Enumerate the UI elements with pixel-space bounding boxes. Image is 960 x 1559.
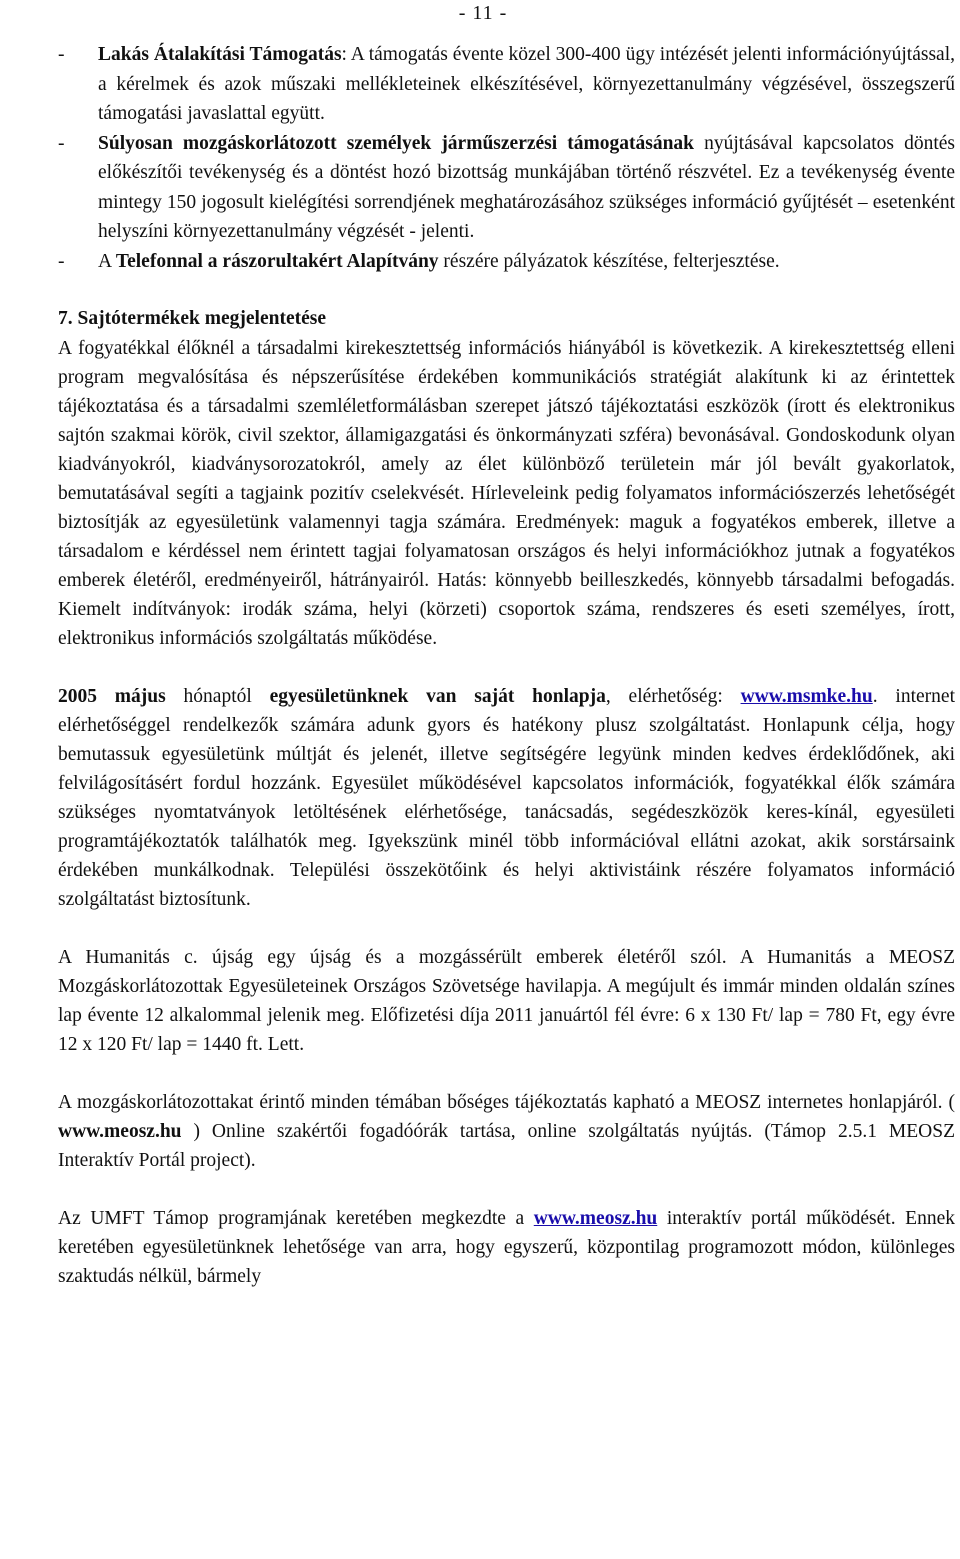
msmke-link[interactable]: www.msmke.hu [740, 685, 873, 707]
bullet-bold-title: Lakás Átalakítási Támogatás [98, 44, 342, 65]
bold-date: 2005 május [58, 685, 166, 707]
bullet-dash: - [58, 132, 65, 154]
bullet-text: részére pályázatok készítése, felterjesztése. [438, 250, 780, 272]
meosz-link[interactable]: www.meosz.hu [533, 1207, 658, 1229]
section-heading [58, 304, 955, 334]
paragraph-meosz: A mozgáskorlátozottakat érintő minden témában bőséges tájékoztatás kapható a MEOSZ internetes honlapjáról. ( www.meosz.hu ) Online szakértői fogadóórák tartása, online szolgáltatás nyújtás. (Támop 2.5.1 MEOSZ Interaktív Portál project). [58, 1091, 955, 1171]
paragraph-website: 2005 május hónaptól egyesületünknek van saját honlapja, elérhetőség: www.msmke.hu. internet elérhetőséggel rendelkezők számára adunk gyors és hatékony plusz szolgáltatást. Honlapunk célja, hogy bemutassuk egyesületünk múltját és jelenét, illetve segítségére legyünk minden kedves érdeklődőnek, aki felvilágosításért fordul hozzánk. Egyesület működésével kapcsolatos információk, fogyatékkal élők számára szükséges nyomtatványok letöltésének elérhetősége, tanácsadás, segédeszközök keres-kínál, egyesületi programtájékoztatók találhatók meg. Igyekszünk minél több információval ellátni azokat, akik sorstársaink érdekében munkálkodnak. Települési összekötőink és helyi aktivistáink részére folyamatos információ szolgáltatást biztosítunk. [58, 685, 955, 910]
paragraph-umft: Az UMFT Támop programjának keretében megkezdte a www.meosz.hu interaktív portál működését. Ennek keretében egyesületünknek lehetősége van arra, hogy egyszerű, központilag programozott módon, különleges szaktudás nélkül, bármely [58, 1207, 956, 1287]
bullet-list [58, 40, 955, 276]
list-item [58, 129, 955, 247]
paragraph-humanitas: A Humanitás c. újság egy újság és a mozgássérült emberek életéről szól. A Humanitás a MEOSZ Mozgáskorlátozottak Egyesületeinek Országos Szövetsége havilapja. A megújult és immár minden oldalán színes lap évente 12 alkalommal jelenik meg. Előfizetési díja 2011 januártól fél évre: 6 x 130 Ft/ lap = 780 Ft, egy évre 12 x 120 Ft/ lap = 1440 ft. Lett. [58, 946, 955, 1055]
list-item [58, 40, 955, 129]
bullet-text: nyújtásával kapcsolatos döntés előkészítői tevékenység és a döntést hozó bizottság munkájában történő részvétel. Ez a tevékenység évente mintegy 150 jogosult kielégítési sorrendjének meghatározásához szükséges információ gyűjtését – esetenként helyszíni környezettanulmány végzését - jelenti. [98, 132, 955, 242]
bold-website-claim: egyesületünknek van saját honlapja [269, 685, 606, 707]
bullet-bold-title: Telefonnal a rászorultakért Alapítvány [115, 250, 439, 272]
bullet-dash: - [58, 250, 65, 272]
bullet-text: : A támogatás évente közel 300-400 ügy intézését jelenti információnyújtással, a kérelmek és azok műszaki mellékleteinek elkészítésével, környezettanulmány végzésével, összegszerű támogatási javaslattal együtt. [98, 44, 955, 124]
bullet-bold-title: Súlyosan mozgáskorlátozott személyek járműszerzési támogatásának [98, 132, 695, 154]
section-number: 7. [58, 308, 73, 329]
section-title: Sajtótermékek megjelentetése [77, 308, 327, 329]
document-body [58, 40, 955, 1291]
bullet-dash: - [58, 44, 65, 65]
page-number: - 11 - [458, 2, 508, 24]
list-item [58, 247, 955, 277]
paragraph-communication: A fogyatékkal élőknél a társadalmi kirekesztettség információs hiányából is következik. A kirekesztettség elleni program megvalósítása és népszerűsítése érdekében kommunikációs stratégiát alakítunk ki az érintettek tájékoztatása és a társadalmi szemléletformálásban szerepet játszó tájékoztatási eszközök (írott és elektronikus sajtón szakmai körök, civil szektor, államigazgatási és önkormányzati szféra) bevonásával. Gondoskodunk olyan kiadványokról, kiadványsorozatokról, amely az élet különböző területein már jól bevált gyakorlatok, bemutatásával segíti a tagjaink pozitív cselekvését. Hírleveleink pedig folyamatos információszerzés lehetőségét biztosítják az egyesületünk valamennyi tagja számára. Eredmények: maguk a fogyatékos emberek, illetve a társadalom e kérdéssel nem érintett tagjai folyamatosan országos és helyi információkhoz jutnak a fogyatékos emberek életéről, eredményeiről, hátrányairól. Hatás: könnyebb beilleszkedés, könnyebb társadalmi befogadás. Kiemelt indítványok: irodák száma, helyi (körzeti) csoportok száma, rendszeres és eseti személyes, írott, elektronikus információs szolgáltatás működése. [58, 337, 955, 649]
bullet-prefix: A [98, 250, 116, 272]
bold-meosz-url: www.meosz.hu [58, 1120, 182, 1142]
